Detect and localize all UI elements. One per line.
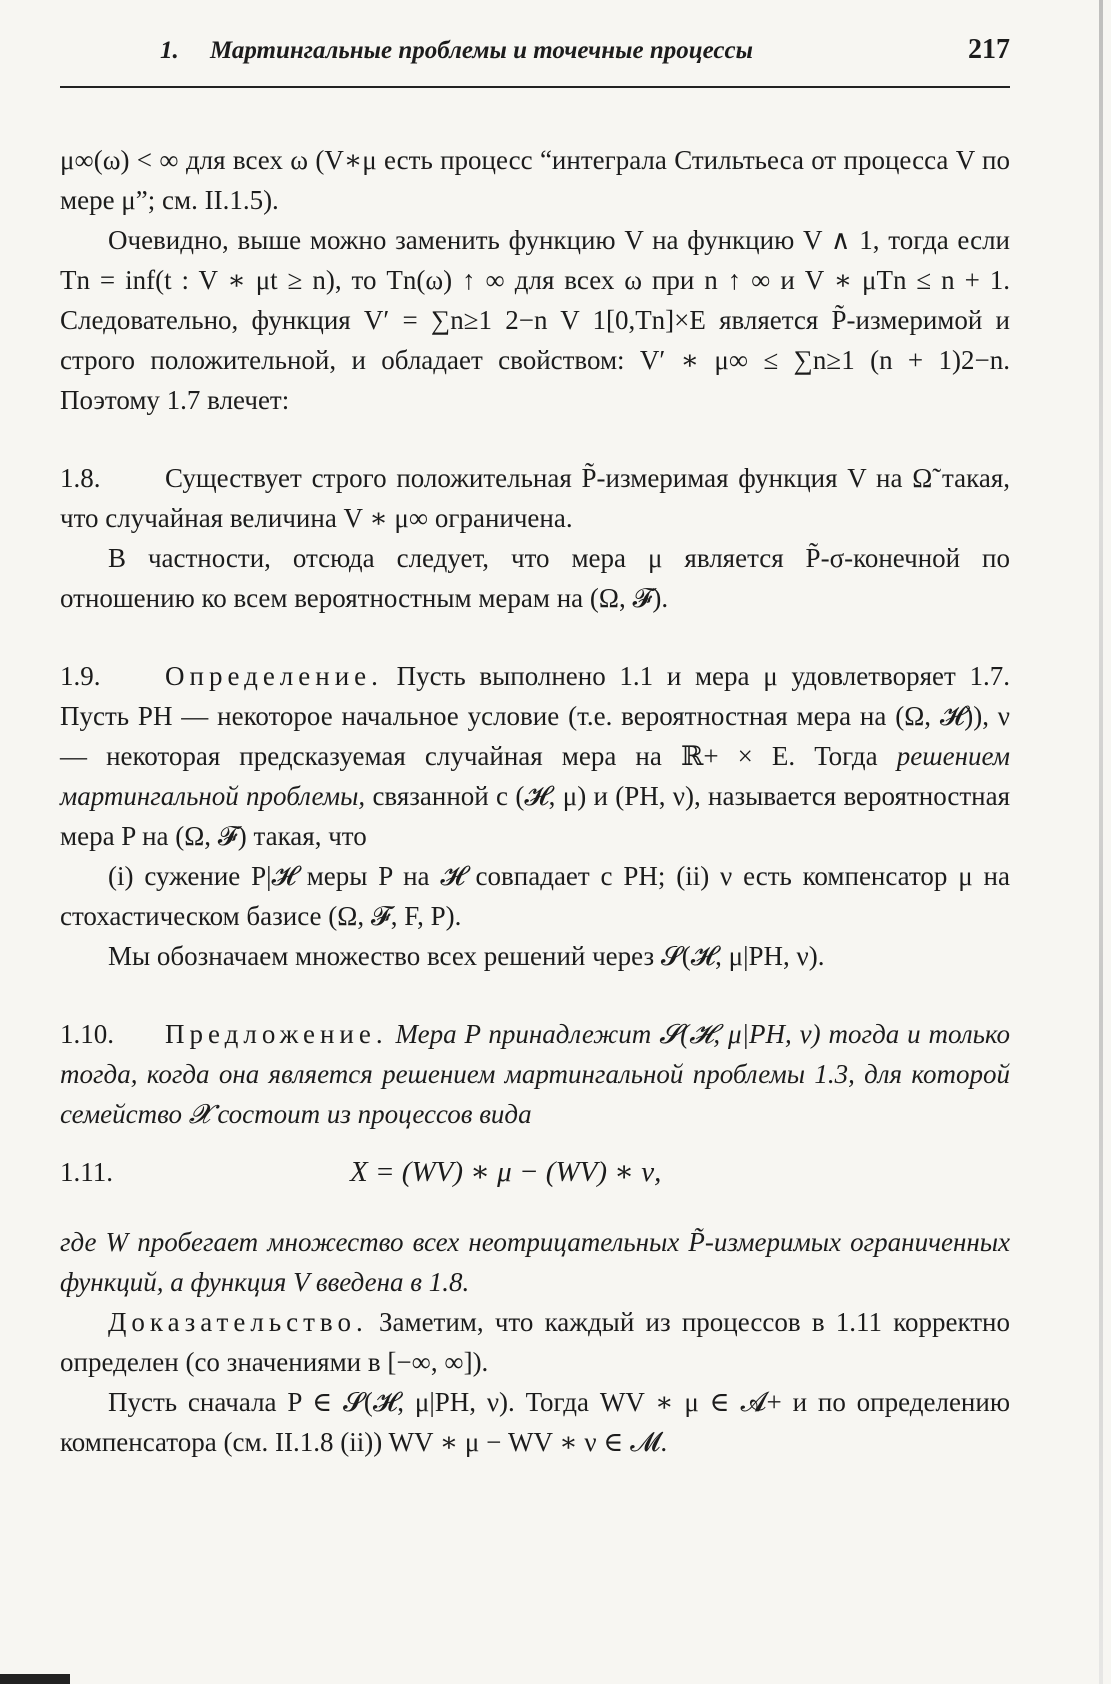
paragraph-obviously: Очевидно, выше можно заменить функцию V на функцию V ∧ 1, тогда если Tn = inf(t : V ∗ μt ≥ n), то Tn(ω) ↑ ∞ для всех ω при n ↑ ∞ и V ∗ μTn ≤ n + 1. Следовательно, функция V′ = ∑n≥1 2−n V 1[0,Tn]×E является P̃-измеримой и строго положительной, и обладает свойством: V′ ∗ μ∞ ≤ ∑n≥1 (n + 1)2−n. Поэтому 1.7 влечет:: [60, 225, 1010, 415]
definition-number: 1.9.: [60, 661, 101, 691]
formula-1-11: [60, 1142, 1010, 1202]
proposition-text: Мера P принадлежит 𝓢(𝓗, μ|PH, ν) тогда и только тогда, когда она является решением мартингальной проблемы 1.3, для которой семейство 𝓧 состоит из процессов вида: [60, 1019, 1010, 1129]
proof-label: Доказательство.: [108, 1307, 368, 1337]
chapter-title: Мартингальные проблемы и точечные процессы: [210, 37, 753, 64]
proposition-number: 1.10.: [60, 1019, 114, 1049]
definition-notation: Мы обозначаем множество всех решений через 𝓢(𝓗, μ|PH, ν).: [108, 941, 825, 971]
paragraph-where-w: где W пробегает множество всех неотрицательных P̃-измеримых ограниченных функций, а функция V введена в 1.8.: [60, 1227, 1010, 1297]
proof-paragraph: [60, 1302, 1010, 1382]
corner-mark: [0, 1674, 70, 1684]
definition-text-b: связанной с (𝓗, μ) и (PH, ν), называется вероятностная мера P на (Ω, 𝓕) такая, что: [60, 781, 1010, 851]
formula-expression: X = (WV) ∗ μ − (WV) ∗ ν,: [350, 1156, 662, 1188]
formula-number: 1.11.: [60, 1157, 113, 1187]
definition-emphasis: решением мартингальной проблемы,: [60, 741, 1011, 811]
definition-text-a: Пусть выполнено 1.1 и мера μ удовлетворяет 1.7. Пусть PH — некоторое начальное условие (т.е. вероятностная мера на (Ω, 𝓗)), ν — некоторая предсказуемая случайная мера на ℝ+ × E. Тогда: [60, 661, 1010, 771]
running-header: [60, 30, 1010, 82]
proposition-1-10: [60, 1014, 1010, 1134]
chapter-number: 1.: [160, 37, 179, 64]
definition-conditions: (i) сужение P|𝓗 меры P на 𝓗 совпадает с PH; (ii) ν есть компенсатор μ на стохастическом базисе (Ω, 𝓕, F, P).: [60, 861, 1010, 931]
definition-1-9: [60, 656, 1010, 856]
definition-label: Определение.: [165, 661, 383, 691]
header-rule: [60, 86, 1010, 88]
paragraph-in-particular: В частности, отсюда следует, что мера μ является P̃-σ-конечной по отношению ко всем вероятностным мерам на (Ω, 𝓕).: [60, 543, 1010, 613]
statement-number: 1.8.: [60, 463, 101, 493]
page-edge-shadow: [1099, 0, 1103, 1684]
statement-1-8: [60, 458, 1010, 538]
page-number: 217: [968, 34, 1010, 65]
book-page: [60, 30, 1010, 1462]
proposition-label: Предложение.: [165, 1019, 388, 1049]
statement-text: Существует строго положительная P̃-измеримая функция V на Ω̃ такая, что случайная величина V ∗ μ∞ ограничена.: [60, 463, 1010, 533]
paragraph-continuation: μ∞(ω) < ∞ для всех ω (V∗μ есть процесс “интеграла Стильтьеса от процесса V по мере μ”; см. II.1.5).: [60, 145, 1010, 215]
proof-next-paragraph: Пусть сначала P ∈ 𝓢(𝓗, μ|PH, ν). Тогда WV ∗ μ ∈ 𝓐+ и по определению компенсатора (см. II.1.8 (ii)) WV ∗ μ − WV ∗ ν ∈ 𝓜.: [60, 1387, 1010, 1457]
proof-text: Заметим, что каждый из процессов в 1.11 корректно определен (со значениями в [−∞, ∞]).: [60, 1307, 1010, 1377]
